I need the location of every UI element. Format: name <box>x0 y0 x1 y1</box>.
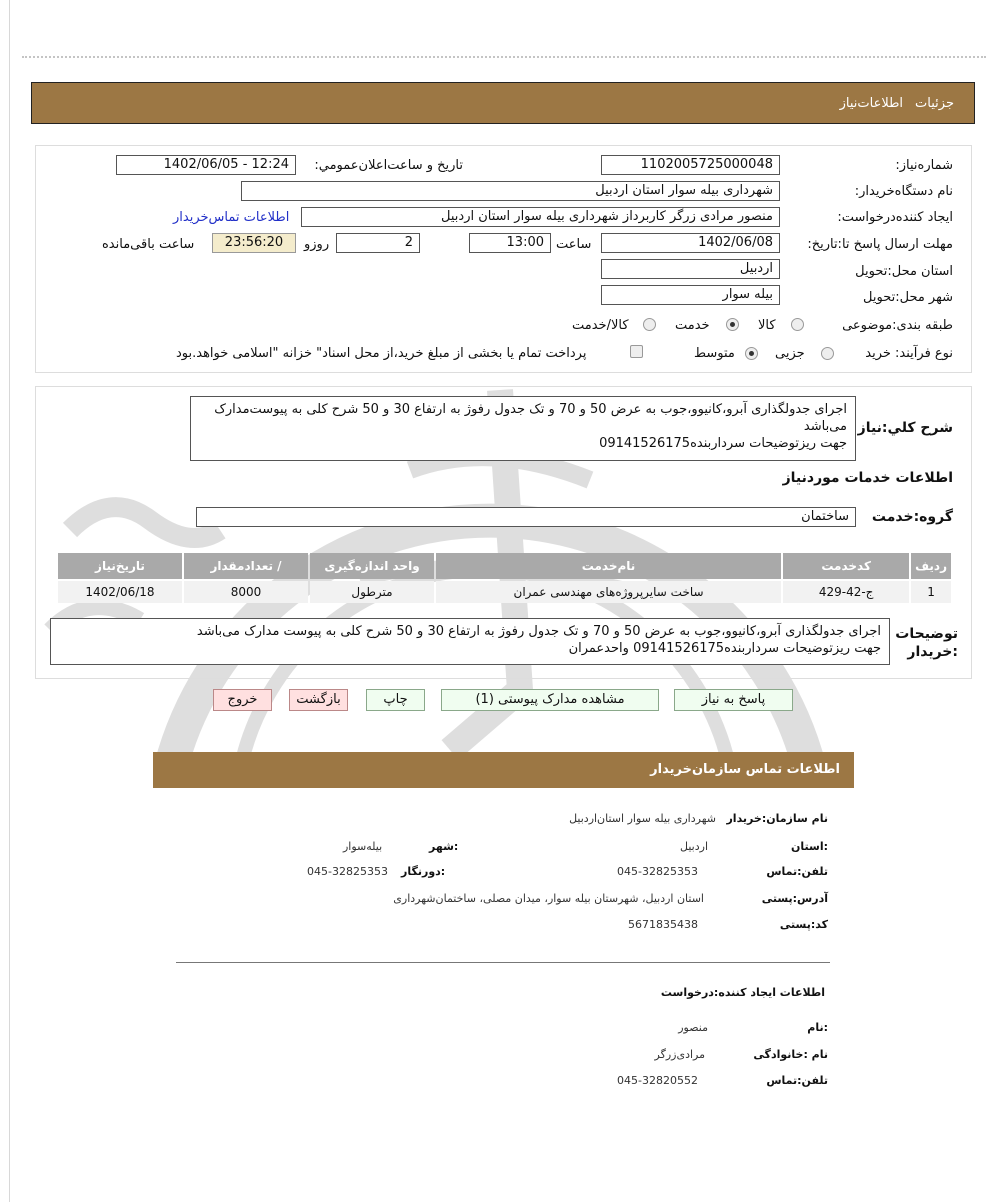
service-group-label: گروه:خدمت <box>871 509 953 525</box>
contact-phone-value: 045-32825353 <box>617 865 698 878</box>
services-table-header <box>58 553 951 579</box>
header-bar <box>31 82 975 124</box>
category-both-radio[interactable] <box>643 318 656 331</box>
contact-address-value: استان اردبیل، شهرستان بیله سوار، میدان مصلی، ساختمان‌شهرداری <box>393 892 704 905</box>
process-label: نوع فرآیند: خرید <box>865 346 953 361</box>
contact-divider <box>176 962 830 963</box>
cell-service-name: ساخت سایرپروژه‌های مهندسی عمران <box>436 581 781 603</box>
table-row <box>58 581 951 603</box>
creator-name-value: منصور <box>678 1021 708 1034</box>
col-service-name: نام‌خدمت <box>436 553 781 579</box>
buyer-org-field: شهرداری بیله سوار استان اردبیل <box>241 181 780 201</box>
contact-fax-label: :دورنگار <box>401 865 446 878</box>
contact-postal-label: کد:پستی <box>779 918 828 931</box>
category-service-radio[interactable] <box>726 318 739 331</box>
contact-city-label: :شهر <box>429 840 459 853</box>
buyer-org-label: نام دستگاه‌خریدار: <box>854 184 953 199</box>
need-number-label: شماره‌نیاز: <box>895 158 953 173</box>
contact-phone-label: تلفن:تماس <box>766 865 828 878</box>
city-field: بیله سوار <box>601 285 780 305</box>
need-number-field: 1102005725000048 <box>601 155 780 175</box>
service-group-field: ساختمان <box>196 507 856 527</box>
col-need-date: تاریخ‌نیاز <box>58 553 182 579</box>
creator-name-label: :نام <box>807 1021 828 1034</box>
category-goods-radio[interactable] <box>791 318 804 331</box>
buyer-notes-box <box>50 618 890 665</box>
province-label: استان محل:تحویل <box>855 264 953 279</box>
process-partial-radio[interactable] <box>821 347 834 360</box>
category-both-label: کالا/خدمت <box>572 318 629 333</box>
summary-line-1: اجرای جدولگذاری آبرو،کانیوو،جوب به عرض 50 و 70 و تک جدول رفوژ به ارتفاع 30 و 50 شرح کلی به پیوست‌مدارک <box>214 402 847 417</box>
category-service-label: خدمت <box>675 318 710 333</box>
col-service-code: کدخدمت <box>783 553 909 579</box>
creator-family-label: نام :خانوادگی <box>753 1048 828 1061</box>
announce-label: تاریخ و ساعت‌اعلان‌عمومي: <box>314 158 463 173</box>
announce-field: 1402/06/05 - 12:24 <box>116 155 296 175</box>
creator-label: ایجاد کننده‌درخواست: <box>837 210 953 225</box>
summary-line-2: می‌باشد <box>803 419 847 434</box>
creator-phone-value: 045-32820552 <box>617 1074 698 1087</box>
page-left-border <box>9 0 10 1202</box>
treasury-payment-checkbox[interactable] <box>630 345 643 358</box>
process-medium-label: متوسط <box>694 346 735 361</box>
summary-label: شرح کلي:نیاز <box>857 420 953 436</box>
contact-org-value: شهرداری بیله سوار استان‌اردبیل <box>569 812 716 825</box>
deadline-time-field: 13:00 <box>469 233 551 253</box>
col-quantity: / تعدادمقدار <box>184 553 308 579</box>
col-row: ردیف <box>911 553 951 579</box>
tab-details[interactable]: جزئیات <box>915 95 954 111</box>
process-medium-radio[interactable] <box>745 347 758 360</box>
treasury-payment-note: پرداخت تمام یا بخشی از مبلغ خرید،از محل اسناد" خزانه "اسلامی خواهد.بود <box>176 346 587 361</box>
contact-address-label: آدرس:پستی <box>761 892 828 905</box>
contact-fax-value: 045-32825353 <box>307 865 388 878</box>
buyer-notes-line-1: اجرای جدولگذاری آبرو،کانیوو،جوب به عرض 50 و 70 و تک جدول رفوژ به ارتفاع 30 و 50 شرح کلی به پیوست مدارک می‌باشد <box>196 624 881 639</box>
contact-postal-value: 5671835438 <box>628 918 698 931</box>
services-section-title: اطلاعات خدمات موردنیاز <box>782 470 953 486</box>
deadline-label: مهلت ارسال پاسخ تا:تاریخ: <box>807 237 953 252</box>
buyer-contact-link[interactable]: اطلاعات تماس‌خریدار <box>173 210 290 225</box>
remaining-label: ساعت باقی‌مانده <box>102 237 195 252</box>
cell-service-code: ج-42-429 <box>783 581 909 603</box>
contact-province-label: :استان <box>791 840 828 853</box>
need-info-panel <box>35 145 972 373</box>
buyer-notes-label <box>895 625 958 661</box>
services-table <box>56 551 953 605</box>
city-label: شهر محل:تحویل <box>863 290 953 305</box>
buyer-notes-line-2: جهت ریزتوضیحات سرداربنده09141526175 واحدعمران <box>568 641 881 656</box>
top-divider <box>22 56 986 58</box>
view-attachments-button[interactable]: مشاهده مدارک پیوستی (1) <box>441 689 659 711</box>
contact-org-label: نام سازمان:خریدار <box>726 812 828 825</box>
summary-line-3: جهت ریزتوضیحات سرداربنده09141526175 <box>599 436 847 451</box>
province-field: اردبیل <box>601 259 780 279</box>
contact-province-value: اردبیل <box>680 840 708 853</box>
process-partial-label: جزیی <box>775 346 805 361</box>
cell-unit: مترطول <box>310 581 434 603</box>
col-unit: واحد اندازه‌گیری <box>310 553 434 579</box>
category-label: طبقه بندی:موضوعی <box>842 318 953 333</box>
days-label: روزو <box>304 237 330 252</box>
days-field: 2 <box>336 233 420 253</box>
buyer-contact-bar: اطلاعات تماس سازمان‌خریدار <box>153 752 854 788</box>
print-button[interactable]: چاپ <box>366 689 425 711</box>
creator-family-value: مرادی‌زرگر <box>654 1048 705 1061</box>
tab-need-info[interactable]: اطلاعات‌نیاز <box>839 95 904 111</box>
back-button[interactable]: بازگشت <box>289 689 348 711</box>
category-goods-label: کالا <box>758 318 776 333</box>
reply-button[interactable]: پاسخ به نیاز <box>674 689 793 711</box>
summary-box <box>190 396 856 461</box>
exit-button[interactable]: خروج <box>213 689 272 711</box>
buyer-notes-label-line-2: :خریدار <box>907 644 958 660</box>
cell-row: 1 <box>911 581 951 603</box>
cell-quantity: 8000 <box>184 581 308 603</box>
deadline-date-field: 1402/06/08 <box>601 233 780 253</box>
buyer-notes-label-line-1: توضیحات <box>895 626 958 642</box>
cell-need-date: 1402/06/18 <box>58 581 182 603</box>
time-label: ساعت <box>556 237 592 252</box>
creator-section-title: اطلاعات ایجاد کننده:درخواست <box>660 986 825 999</box>
remaining-time-field: 23:56:20 <box>212 233 296 253</box>
contact-city-value: بیله‌سوار <box>343 840 383 853</box>
creator-phone-label: تلفن:تماس <box>766 1074 828 1087</box>
creator-field: منصور مرادی زرگر کاربرداز شهرداری بیله سوار استان اردبیل <box>301 207 780 227</box>
